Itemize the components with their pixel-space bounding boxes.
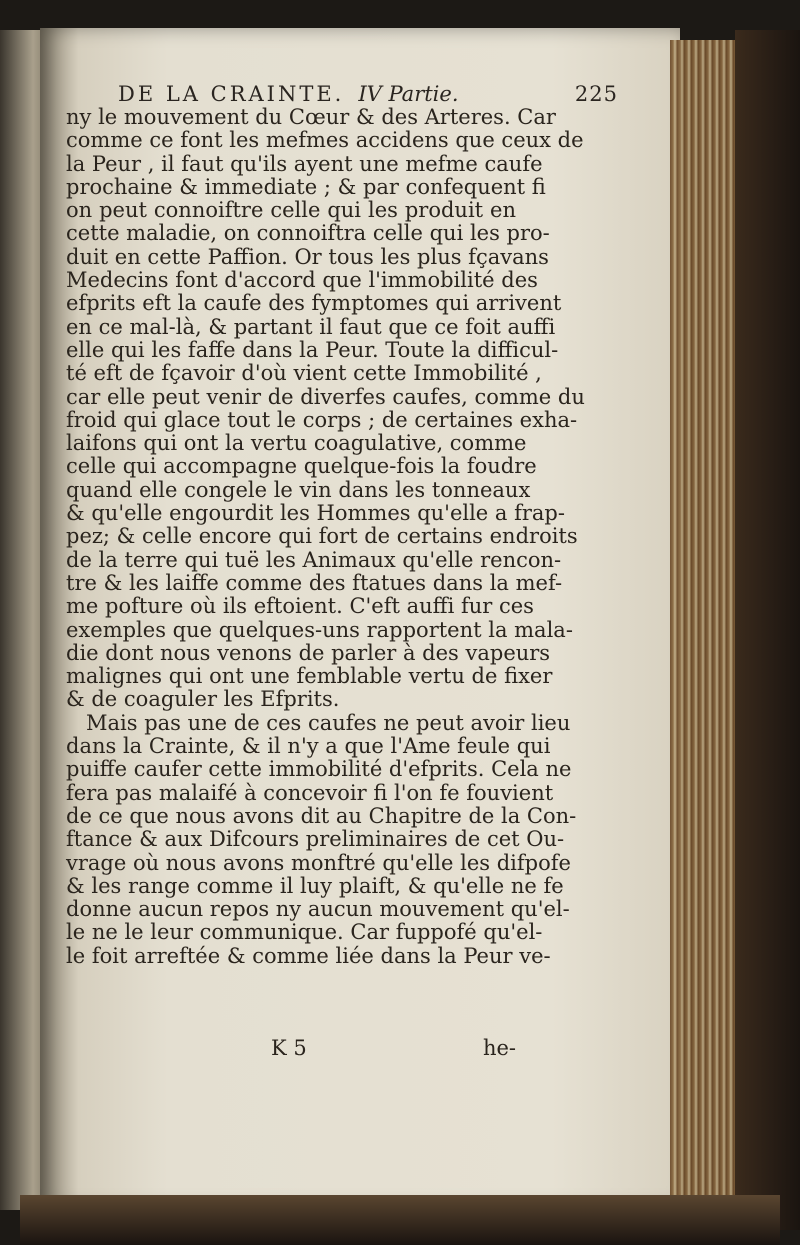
text-line: comme ce font les mefmes accidens que ceux de [66,128,584,153]
text-line: ny le mouvement du Cœur & des Arteres. Car [66,105,556,129]
page-footer [66,1036,516,1064]
text-line: froid qui glace tout le corps ; de certaines exha- [66,407,578,432]
catchword: he- [482,1036,516,1060]
text-line: malignes qui ont une femblable vertu de fixer [66,664,553,689]
book-bottom-edge [20,1195,780,1245]
text-line: fera pas malaifé à concevoir fi l'on fe fouvient [66,780,554,805]
text-line: pez; & celle encore qui fort de certains endroits [66,524,578,549]
text-line: & qu'elle engourdit les Hommes qu'elle a frap- [66,501,565,526]
text-line: quand elle congele le vin dans les tonneaux [66,477,531,502]
text-line: le ne le leur communique. Car fuppofé qu'el- [66,920,543,945]
text-line: puiffe caufer cette immobilité d'efprits. Cela ne [66,757,572,782]
text-line: de la terre qui tuë les Animaux qu'elle rencon- [66,547,562,572]
running-title: DE LA CRAINTE. [118,82,345,106]
text-line: té eft de fçavoir d'où vient cette Immobilité , [66,361,542,386]
text-line: donne aucun repos ny aucun mouvement qu'el- [66,897,570,922]
text-line: tre & les laiffe comme des ftatues dans la mef- [66,570,563,595]
text-line: ftance & aux Difcours preliminaires de cet Ou- [66,827,565,852]
text-line: efprits eft la caufe des fymptomes qui arrivent [66,291,562,316]
text-line: Medecins font d'accord que l'immobilité des [66,268,538,293]
text-line: le foit arreftée & comme liée dans la Peur ve- [66,943,551,968]
text-line: exemples que quelques-uns rapportent la mala- [66,617,573,642]
text-line: elle qui les faffe dans la Peur. Toute la difficul- [66,337,559,362]
part-label: IV Partie. [358,82,459,106]
text-line: & les range comme il luy plaift, & qu'elle ne fe [66,873,564,898]
text-line: die dont nous venons de parler à des vapeurs [66,640,551,665]
text-line: & de coaguler les Efprits. [66,687,340,712]
book-cover-edge [735,30,800,1230]
text-line: vrage où nous avons monftré qu'elle les difpofe [66,850,571,875]
text-line: car elle peut venir de diverfes caufes, comme du [66,384,585,409]
text-line: laifons qui ont la vertu coagulative, comme [66,431,527,456]
signature-mark: K 5 [271,1036,307,1060]
text-line: Mais pas une de ces caufes ne peut avoir lieu [86,710,571,735]
text-line: celle qui accompagne quelque-fois la foudre [66,454,537,479]
text-line: en ce mal-là, & partant il faut que ce foit auffi [66,314,556,339]
text-line: on peut connoiftre celle qui les produit en [66,198,516,223]
body-text [66,105,585,968]
text-line: me pofture où ils eftoient. C'eft auffi fur ces [66,594,534,619]
text-line: la Peur , il faut qu'ils ayent une mefme caufe [66,151,543,176]
text-line: duit en cette Paffion. Or tous les plus fçavans [66,244,549,269]
page-number: 225 [574,82,618,106]
text-line: de ce que nous avons dit au Chapitre de la Con- [66,803,577,828]
text-line: cette maladie, on connoiftra celle qui les pro- [66,221,550,246]
page-fore-edge [670,40,740,1200]
text-line: dans la Crainte, & il n'y a que l'Ame feule qui [66,734,551,759]
text-line: prochaine & immediate ; & par confequent fi [66,174,546,199]
